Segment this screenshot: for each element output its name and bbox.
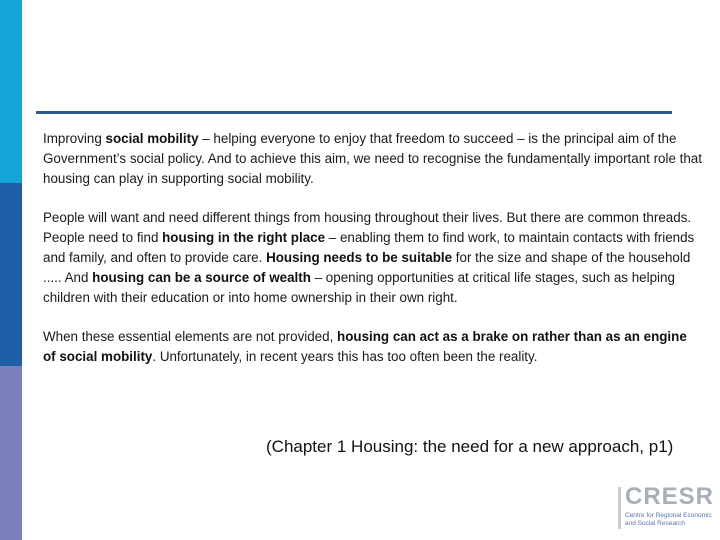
body-text: – enabling them to find work, to maintain contacts with friends and family, and often to provide care. (43, 230, 695, 265)
body-text: for the size and shape of the household ..... And (43, 250, 691, 285)
body-text: . Unfortunately, in recent years this has too often been the reality. (152, 349, 538, 364)
emphasis-text: housing can be a source of wealth (92, 270, 311, 285)
quote-body (43, 129, 703, 386)
paragraph-3 (43, 327, 703, 367)
emphasis-text: social mobility (105, 131, 199, 146)
emphasis-text: Housing needs to be suitable (266, 250, 453, 265)
body-text: Improving (43, 131, 106, 146)
logo-subtitle-line-1: Centre for Regional Economic (625, 512, 712, 519)
side-bar-bottom (0, 366, 22, 540)
citation: (Chapter 1 Housing: the need for a new approach, p1) (266, 437, 674, 456)
body-text: – opening opportunities at critical life stages, such as helping children with their education or into home ownership in their own right. (43, 270, 675, 305)
body-text: – helping everyone to enjoy that freedom to succeed – is the principal aim of the Government’s social policy. And to achieve this aim, we need to recognise the fundamentally important role that housing can play in supporting social mobility. (43, 131, 702, 186)
header-rule (36, 111, 672, 114)
side-bar-top (0, 0, 22, 183)
logo-wordmark: CRESR (625, 483, 715, 510)
body-text: People will want and need different things from housing throughout their lives. But there are common threads. People need to find (43, 210, 692, 245)
paragraph-1 (43, 129, 703, 189)
logo-divider (618, 487, 621, 529)
paragraph-2 (43, 208, 703, 308)
side-bar-middle (0, 183, 22, 366)
body-text: When these essential elements are not provided, (43, 329, 338, 344)
emphasis-text: housing in the right place (162, 230, 326, 245)
emphasis-text: housing can act as a brake on rather than as an engine of social mobility (43, 329, 687, 364)
cresr-logo (610, 483, 715, 534)
logo-subtitle-line-2: and Social Research (625, 520, 685, 527)
